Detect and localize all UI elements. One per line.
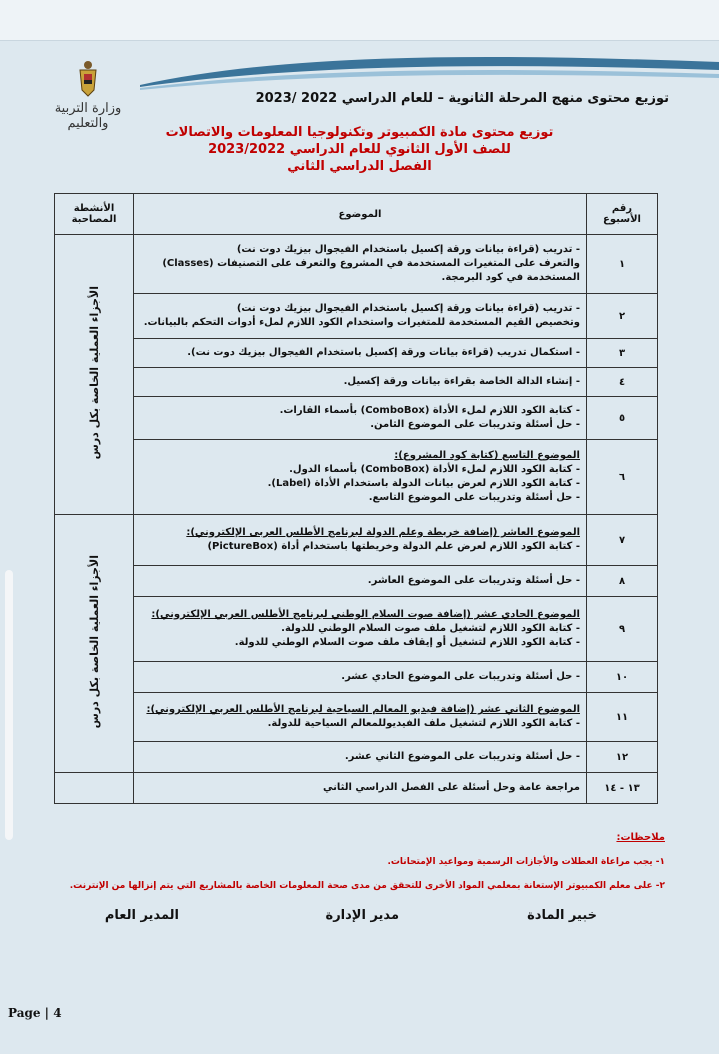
topic-line: - تدريب (قراءة بيانات ورقة إكسيل باستخدام الفيجوال بيزيك دوت نت): [236, 244, 580, 255]
table-row: [55, 515, 658, 566]
week-cell: ٤: [587, 368, 658, 397]
topic-cell: [134, 597, 587, 662]
week-cell: ٧: [587, 515, 658, 566]
table-row: [55, 597, 658, 662]
topic-heading: الموضوع التاسع (كتابة كود المشروع):: [394, 450, 580, 461]
topic-line: - إنشاء الدالة الخاصة بقراءة بيانات ورقة إكسيل.: [343, 376, 580, 387]
header-topic: الموضوع: [134, 194, 587, 235]
subtitle-grade: للصف الأول الثانوي للعام الدراسي 2023/2022: [208, 142, 511, 157]
topic-line: - استكمال تدريب (قراءة بيانات ورقة إكسيل باستخدام الفيجوال بيزيك دوت نت).: [187, 347, 580, 358]
topic-line: - حل أسئلة وتدريبات على الموضوع الحادي عشر.: [341, 671, 580, 682]
topic-cell: [134, 294, 587, 339]
week-cell: ١٢: [587, 742, 658, 773]
topic-cell: [134, 235, 587, 294]
week-cell: ٩: [587, 597, 658, 662]
curriculum-table: [54, 193, 658, 804]
note-item: ٢- على معلم الكمبيوتر الإستعانة بمعلمي المواد الأخرى للتحقق من مدى صحة المعلومات الخاصة بالمشاريع التي يتم إنزالها من الإنترنت.: [69, 881, 665, 891]
page-number: Page | 4: [8, 1006, 62, 1020]
table-header-row: [55, 194, 658, 235]
notes-section: [70, 826, 665, 898]
ministry-logo-text: وزارة التربية والتعليم: [54, 101, 122, 131]
topic-line: - كتابة الكود اللازم لملء الأداة (ComboBox) بأسماء القارات.: [279, 405, 580, 416]
table-row: [55, 368, 658, 397]
table-row: [55, 773, 658, 804]
page-title: توزيع محتوى منهج المرحلة الثانوية – للعام الدراسي 2022 /2023: [255, 91, 669, 106]
topic-line: - حل أسئلة وتدريبات على الموضوع الثامن.: [370, 419, 580, 430]
activities-cell-empty: [55, 773, 134, 804]
topic-line: - كتابة الكود اللازم لتشغيل ملف صوت السلام الوطني للدولة.: [281, 623, 580, 634]
topic-cell: [134, 397, 587, 440]
topic-heading: الموضوع الحادي عشر (إضافة صوت السلام الوطني لبرنامج الأطلس العربي الإلكتروني):: [151, 609, 580, 620]
week-cell: ٢: [587, 294, 658, 339]
signature-expert: خبير المادة: [527, 908, 597, 923]
signature-director: المدير العام: [104, 908, 179, 923]
table-row: [55, 742, 658, 773]
topic-heading: الموضوع العاشر (إضافة خريطة وعلم الدولة لبرنامج الأطلس العربى الإلكتروني):: [186, 527, 580, 538]
table-row: [55, 566, 658, 597]
week-cell: ٨: [587, 566, 658, 597]
week-cell: ٣: [587, 339, 658, 368]
subtitle-term: الفصل الدراسي الثاني: [287, 159, 432, 174]
topic-cell: [134, 515, 587, 566]
table-row: [55, 397, 658, 440]
week-cell: ٦: [587, 440, 658, 515]
topic-line: - كتابة الكود اللازم لملء الأداة (ComboBox) بأسماء الدول.: [289, 464, 580, 475]
topic-line: - تدريب (قراءة بيانات ورقة إكسيل باستخدام الفيجوال بيزيك دوت نت): [236, 303, 580, 314]
topic-line: - كتابة الكود اللازم لتشغيل أو إيقاف ملف صوت السلام الوطني للدولة.: [234, 637, 580, 648]
topic-cell: [134, 662, 587, 693]
activities-cell: [55, 515, 134, 773]
table-row: [55, 294, 658, 339]
table-row: [55, 662, 658, 693]
table-row: [55, 235, 658, 294]
topic-cell: [134, 742, 587, 773]
week-cell: ٥: [587, 397, 658, 440]
topic-heading: الموضوع الثاني عشر (إضافة فيديو المعالم السياحية لبرنامج الأطلس العربي الإلكتروني):: [146, 704, 580, 715]
table-row: [55, 440, 658, 515]
topic-line: المستخدمة في كود البرمجة.: [441, 272, 580, 283]
topic-line: مراجعة عامة وحل أسئلة على الفصل الدراسي الثاني: [323, 782, 580, 793]
topic-cell: [134, 339, 587, 368]
signature-admin: مدير الإدارة: [325, 908, 399, 923]
topic-cell: [134, 440, 587, 515]
note-item: ١- يجب مراعاة العطلات والأجازات الرسمية ومواعيد الإمتحانات.: [387, 857, 665, 867]
topic-line: وتخصيص القيم المستخدمة للمتغيرات واستخدام الكود اللازم لملء أدوات التحكم بالبيانات.: [143, 317, 580, 328]
activities-label: الأجزاء العملية الخاصة بكل درس: [87, 555, 101, 729]
week-cell: ١: [587, 235, 658, 294]
topic-line: - حل أسئلة وتدريبات على الموضوع الثاني عشر.: [344, 751, 580, 762]
table-row: [55, 693, 658, 742]
week-cell: ١٠: [587, 662, 658, 693]
table-row: [55, 339, 658, 368]
week-cell: ١٣ - ١٤: [587, 773, 658, 804]
header-activities: الأنشطة المصاحبة: [55, 194, 134, 235]
subtitle-subject: توزيع محتوى مادة الكمبيوتر وتكنولوجيا المعلومات والاتصالات: [165, 125, 554, 140]
activities-label: الأجزاء العملية الخاصة بكل درس: [87, 286, 101, 460]
top-band: [0, 0, 719, 41]
topic-cell: [134, 368, 587, 397]
topic-line: - كتابة الكود اللازم لعرض علم الدولة وخريطتها باستخدام أداة (PictureBox): [207, 541, 580, 552]
scrollbar[interactable]: [5, 570, 13, 840]
week-cell: ١١: [587, 693, 658, 742]
topic-cell: [134, 773, 587, 804]
topic-line: - حل أسئلة وتدريبات على الموضوع العاشر.: [367, 575, 580, 586]
topic-cell: [134, 566, 587, 597]
topic-cell: [134, 693, 587, 742]
topic-line: - كتابة الكود اللازم لتشغيل ملف الفيديوللمعالم السياحية للدولة.: [267, 718, 580, 729]
activities-cell: [55, 235, 134, 515]
topic-line: - حل أسئلة وتدريبات على الموضوع التاسع.: [368, 492, 580, 503]
subtitles: [0, 124, 719, 175]
topic-line: والتعرف على المتغيرات المستخدمة في المشروع والتعرف على التصنيفات (Classes): [162, 258, 580, 269]
topic-line: - كتابة الكود اللازم لعرض بيانات الدولة باستخدام الأداة (Label).: [267, 478, 580, 489]
eagle-icon: [40, 58, 135, 103]
notes-title: ملاحظات:: [616, 832, 665, 843]
header-week: رقم الأسبوع: [587, 194, 658, 235]
